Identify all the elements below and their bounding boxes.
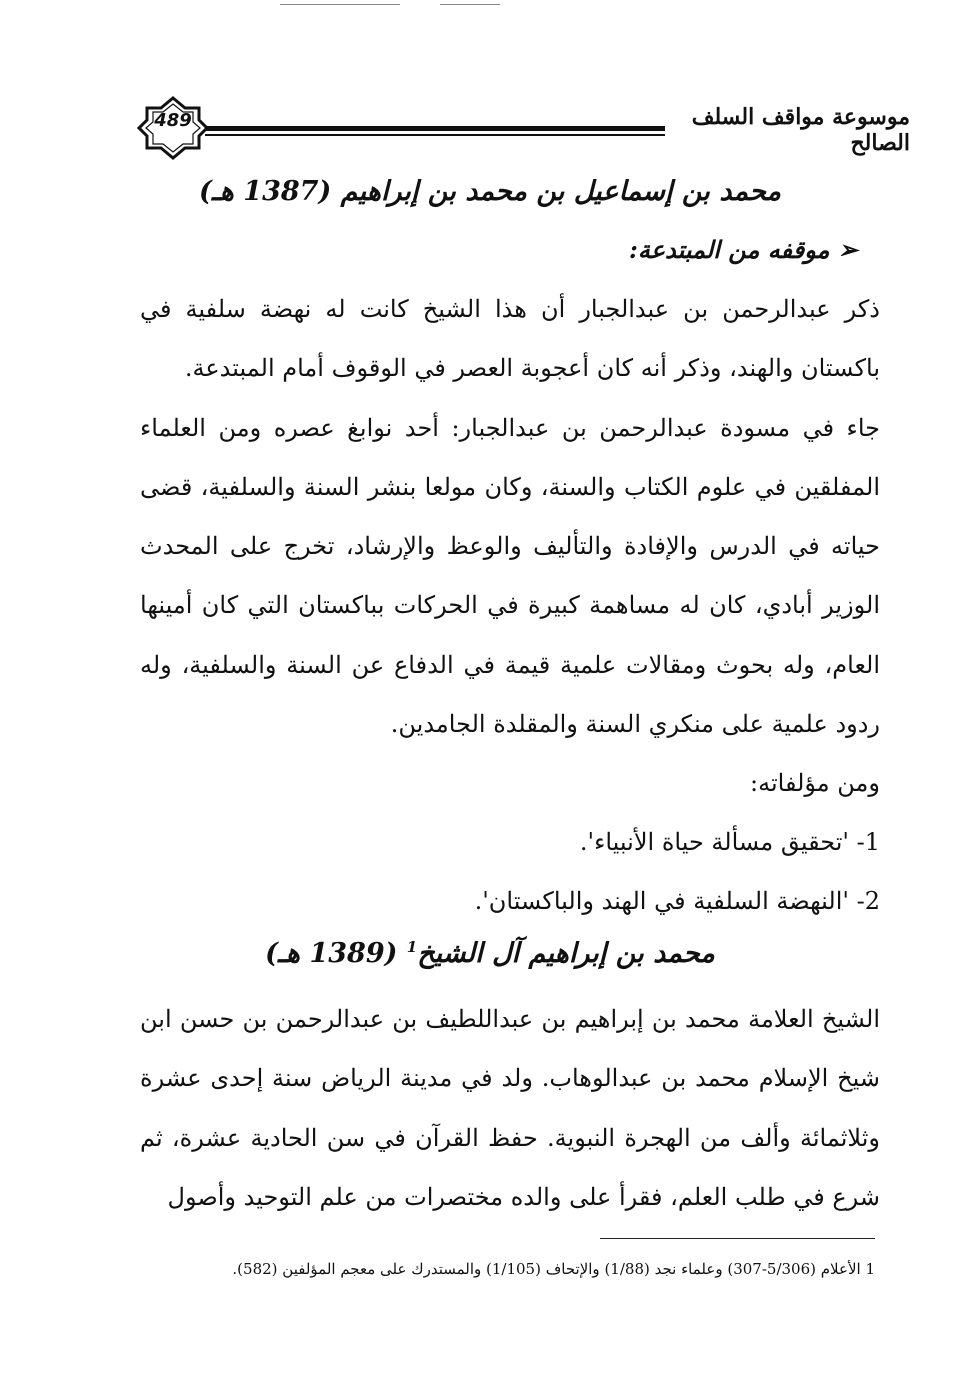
arrow-bullet-icon: ➢ [837, 235, 858, 264]
top-edge-mark [440, 4, 500, 5]
works-intro: ومن مؤلفاته: [750, 769, 880, 798]
subheading [629, 235, 858, 264]
paragraph: ذكر عبدالرحمن بن عبدالجبار أن هذا الشيخ كانت له نهضة سلفية في باكستان والهند، وذكر أنه كان أعجوبة العصر في الوقوف أمام المبتدعة. [140, 295, 880, 383]
section-heading: محمد بن إسماعيل بن محمد بن إبراهيم (1387 هـ) [198, 176, 782, 207]
header-rule [205, 134, 665, 136]
footnote-reference[interactable]: 1 [406, 938, 418, 956]
page-number: 489 [154, 110, 192, 131]
heading-year: (1389 هـ) [265, 938, 398, 969]
subheading-text: موقفه من المبتدعة: [628, 235, 830, 264]
list-item: 2- 'النهضة السلفية في الهند والباكستان'. [474, 887, 880, 916]
running-header [135, 90, 910, 170]
footnote: 1 الأعلام (5/306-307) وعلماء نجد (1/88) والإتحاف (1/105) والمستدرك على معجم المؤلفين (582). [232, 1260, 875, 1278]
section1-body [140, 280, 880, 931]
paragraph: جاء في مسودة عبدالرحمن بن عبدالجبار: أحد نوابغ عصره ومن العلماء المفلقين في علوم الكتاب والسنة، وكان مولعا بنشر السنة والسلفية، قضى حياته في الدرس والإفادة والتأليف والوعظ والإرشاد، تخرج على المحدث الوزير أبادي، كان له مساهمة كبيرة في الحركات بباكستان التي كان أمينها العام، وله بحوث ومقالات علمية قيمة في الدفاع عن السنة والسلفية، وله ردود علمية على منكري السنة والمقلدة الجامدين. [140, 413, 880, 739]
heading-name: محمد بن إبراهيم آل الشيخ [417, 938, 715, 969]
header-rule [205, 126, 665, 131]
works-list [140, 813, 880, 931]
section2-body [140, 990, 880, 1227]
list-item: 1- 'تحقيق مسألة حياة الأنبياء'. [579, 828, 880, 857]
footnote-rule [600, 1238, 875, 1239]
section-heading [140, 938, 840, 969]
series-title: موسوعة مواقف السلف الصالح [691, 104, 910, 156]
paragraph: الشيخ العلامة محمد بن إبراهيم بن عبداللطيف بن عبدالرحمن بن حسن ابن شيخ الإسلام محمد بن عبدالوهاب. ولد في مدينة الرياض سنة إحدى عشرة وثلاثمائة وألف من الهجرة النبوية. حفظ القرآن في سن الحادية عشرة، ثم شرع في طلب العلم، فقرأ على والده مختصرات من علم التوحيد وأصول [140, 1005, 880, 1211]
top-edge-mark [280, 4, 400, 5]
